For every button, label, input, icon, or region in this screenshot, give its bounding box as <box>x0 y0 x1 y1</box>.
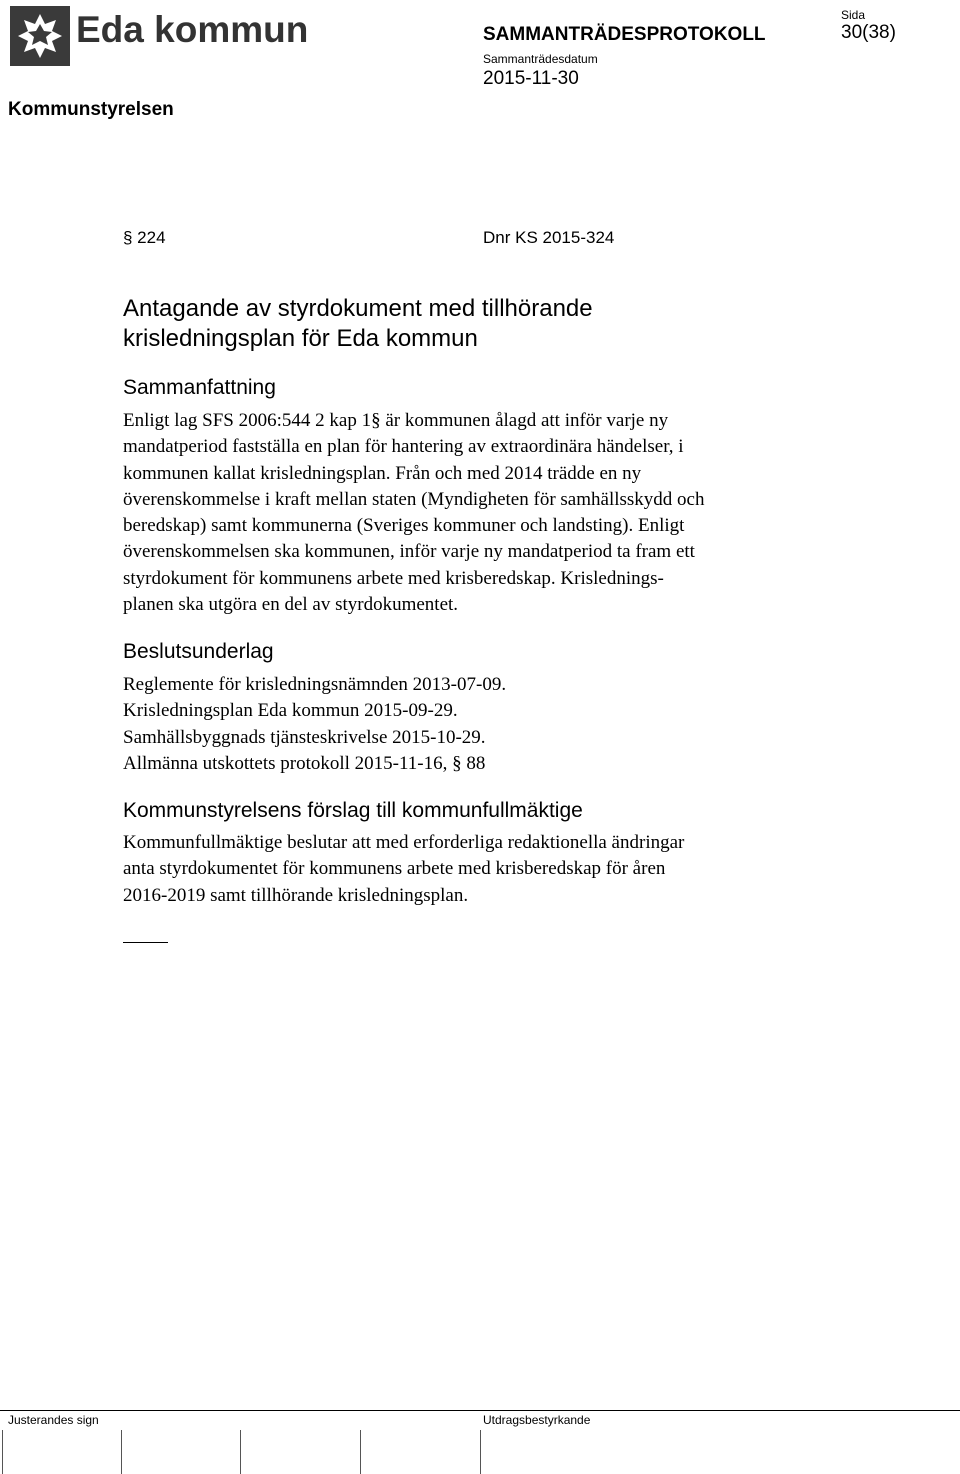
document-type: SAMMANTRÄDESPROTOKOLL <box>483 24 766 45</box>
proposal-line: anta styrdokumentet för kommunens arbete med krisberedskap för åren <box>123 858 666 880</box>
signature-box-divider <box>2 1430 3 1474</box>
signature-box-divider <box>240 1430 241 1474</box>
summary-heading: Sammanfattning <box>123 376 276 399</box>
footer-divider <box>0 1410 960 1411</box>
page-number: 30(38) <box>841 22 896 43</box>
end-rule <box>123 942 168 943</box>
proposal-heading: Kommunstyrelsens förslag till kommunfullmäktige <box>123 799 583 822</box>
signature-box-divider <box>121 1430 122 1474</box>
case-number: Dnr KS 2015-324 <box>483 228 615 247</box>
extract-label: Utdragsbestyrkande <box>483 1413 591 1427</box>
basis-heading: Beslutsunderlag <box>123 640 274 663</box>
summary-line: överenskommelsen ska kommunen, inför varje ny mandatperiod ta fram ett <box>123 541 695 563</box>
proposal-text <box>123 830 923 909</box>
proposal-line: Kommunfullmäktige beslutar att med erforderliga redaktionella ändringar <box>123 832 685 853</box>
paragraph-number: § 224 <box>123 228 166 247</box>
proposal-line: 2016-2019 samt tillhörande krisledningsplan. <box>123 884 469 906</box>
summary-line: planen ska utgöra en del av styrdokumentet. <box>123 594 459 616</box>
page-label: Sida <box>841 8 866 22</box>
basis-item: Samhällsbyggnads tjänsteskrivelse 2015-10-29. <box>123 726 486 748</box>
logo-wordmark: Eda kommun <box>76 9 309 50</box>
summary-line: styrdokument för kommunens arbete med krisberedskap. Krislednings- <box>123 567 664 589</box>
organization-name: Kommunstyrelsen <box>8 99 174 120</box>
signature-box-divider <box>360 1430 361 1474</box>
basis-item: Allmänna utskottets protokoll 2015-11-16, § 88 <box>123 752 486 774</box>
item-title-line: krisledningsplan för Eda kommun <box>123 325 478 352</box>
summary-line: beredskap) samt kommunerna (Sveriges kommuner och landsting). Enligt <box>123 515 685 537</box>
meeting-date-label: Sammanträdesdatum <box>483 52 598 66</box>
signature-label: Justerandes sign <box>8 1413 99 1427</box>
item-title <box>123 294 823 354</box>
summary-line: Enligt lag SFS 2006:544 2 kap 1§ är kommunen ålagd att inför varje ny <box>123 410 669 431</box>
basis-list <box>123 672 923 777</box>
summary-line: kommunen kallat krisledningsplan. Från och med 2014 trädde en ny <box>123 462 642 484</box>
summary-line: mandatperiod fastställa en plan för hantering av extraordinära händelser, i <box>123 436 684 458</box>
item-title-line: Antagande av styrdokument med tillhörande <box>123 295 593 322</box>
summary-line: överenskommelse i kraft mellan staten (Myndigheten för samhällsskydd och <box>123 488 705 510</box>
meeting-date: 2015-11-30 <box>483 68 579 89</box>
basis-item: Reglemente för krisledningsnämnden 2013-07-09. <box>123 674 507 695</box>
signature-box-divider <box>480 1430 481 1474</box>
basis-item: Krisledningsplan Eda kommun 2015-09-29. <box>123 700 458 722</box>
summary-text <box>123 408 923 618</box>
